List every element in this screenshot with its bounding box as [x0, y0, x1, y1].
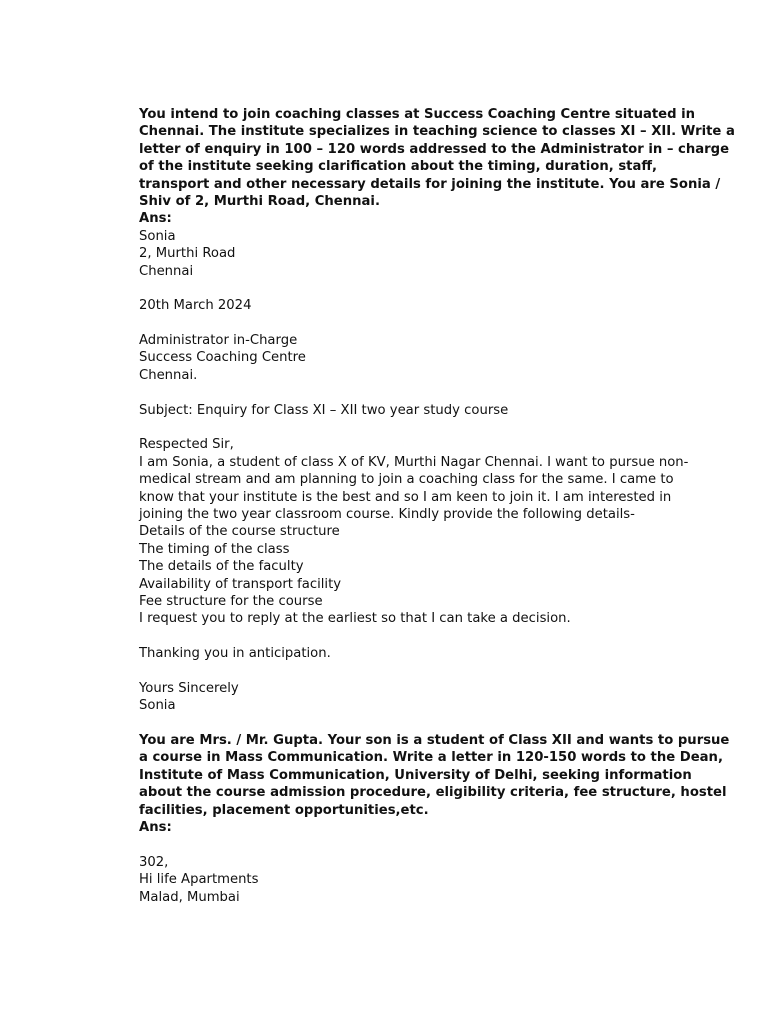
- question-line: a course in Mass Communication. Write a letter in 120-150 words to the Dean,: [139, 750, 723, 766]
- body-line: Fee structure for the course: [139, 593, 323, 609]
- address-line: Administrator in-Charge: [139, 333, 298, 349]
- sender-address: [139, 228, 679, 280]
- address-line: Hi life Apartments: [139, 872, 259, 888]
- answer-label: Ans:: [139, 820, 172, 836]
- question-line: Chennai. The institute specializes in teaching science to classes XI – XII. Write a: [139, 124, 735, 140]
- address-line: Success Coaching Centre: [139, 350, 306, 366]
- spacer: [139, 715, 679, 732]
- address-line: Chennai: [139, 263, 194, 279]
- question-line: Shiv of 2, Murthi Road, Chennai.: [139, 193, 380, 209]
- spacer: [139, 384, 679, 401]
- question-2: [139, 732, 730, 836]
- question-line: You are Mrs. / Mr. Gupta. Your son is a student of Class XII and wants to pursue: [139, 733, 730, 749]
- document-page: [139, 106, 735, 906]
- question-line: letter of enquiry in 100 – 120 words addressed to the Administrator in – charge: [139, 141, 730, 157]
- question-line: of the institute seeking clarification about the timing, duration, staff,: [139, 159, 658, 175]
- spacer: [139, 628, 679, 645]
- question-1: [139, 106, 735, 228]
- spacer: [139, 663, 679, 680]
- letter-date: 20th March 2024: [139, 298, 252, 314]
- body-line: joining the two year classroom course. Kindly provide the following details-: [139, 506, 635, 522]
- address-line: Chennai.: [139, 367, 198, 383]
- closing-line: Yours Sincerely: [139, 680, 239, 696]
- letter-1: [139, 228, 689, 715]
- question-line: transport and other necessary details for joining the institute. You are Sonia /: [139, 176, 721, 192]
- body-line: know that your institute is the best and so I am keen to join it. I am interested in: [139, 489, 672, 505]
- letter-2: [139, 854, 679, 906]
- address-line: Malad, Mumbai: [139, 889, 240, 905]
- body-line: Availability of transport facility: [139, 576, 342, 592]
- sender-address: [139, 854, 679, 906]
- address-line: 2, Murthi Road: [139, 246, 236, 262]
- salutation: Respected Sir,: [139, 437, 234, 453]
- question-line: about the course admission procedure, eligibility criteria, fee structure, hostel: [139, 785, 727, 801]
- body-line: I am Sonia, a student of class X of KV, Murthi Nagar Chennai. I want to pursue non-: [139, 454, 689, 470]
- spacer: [139, 836, 679, 853]
- letter-body: [139, 454, 689, 628]
- body-line: medical stream and am planning to join a coaching class for the same. I came to: [139, 472, 674, 488]
- address-line: 302,: [139, 854, 169, 870]
- body-line: Details of the course structure: [139, 524, 340, 540]
- question-line: Institute of Mass Communication, University of Delhi, seeking information: [139, 767, 692, 783]
- body-line: The timing of the class: [139, 541, 290, 557]
- spacer: [139, 280, 679, 297]
- signature: Sonia: [139, 698, 176, 714]
- spacer: [139, 419, 679, 436]
- question-line: facilities, placement opportunities,etc.: [139, 802, 429, 818]
- question-line: You intend to join coaching classes at Success Coaching Centre situated in: [139, 107, 696, 122]
- body-line: I request you to reply at the earliest so that I can take a decision.: [139, 611, 571, 627]
- body-line: The details of the faculty: [139, 559, 304, 575]
- recipient-address: [139, 332, 679, 384]
- spacer: [139, 315, 679, 332]
- thanks-line: Thanking you in anticipation.: [139, 646, 331, 662]
- letter-subject: Subject: Enquiry for Class XI – XII two year study course: [139, 402, 509, 418]
- answer-label: Ans:: [139, 211, 172, 227]
- address-line: Sonia: [139, 228, 176, 244]
